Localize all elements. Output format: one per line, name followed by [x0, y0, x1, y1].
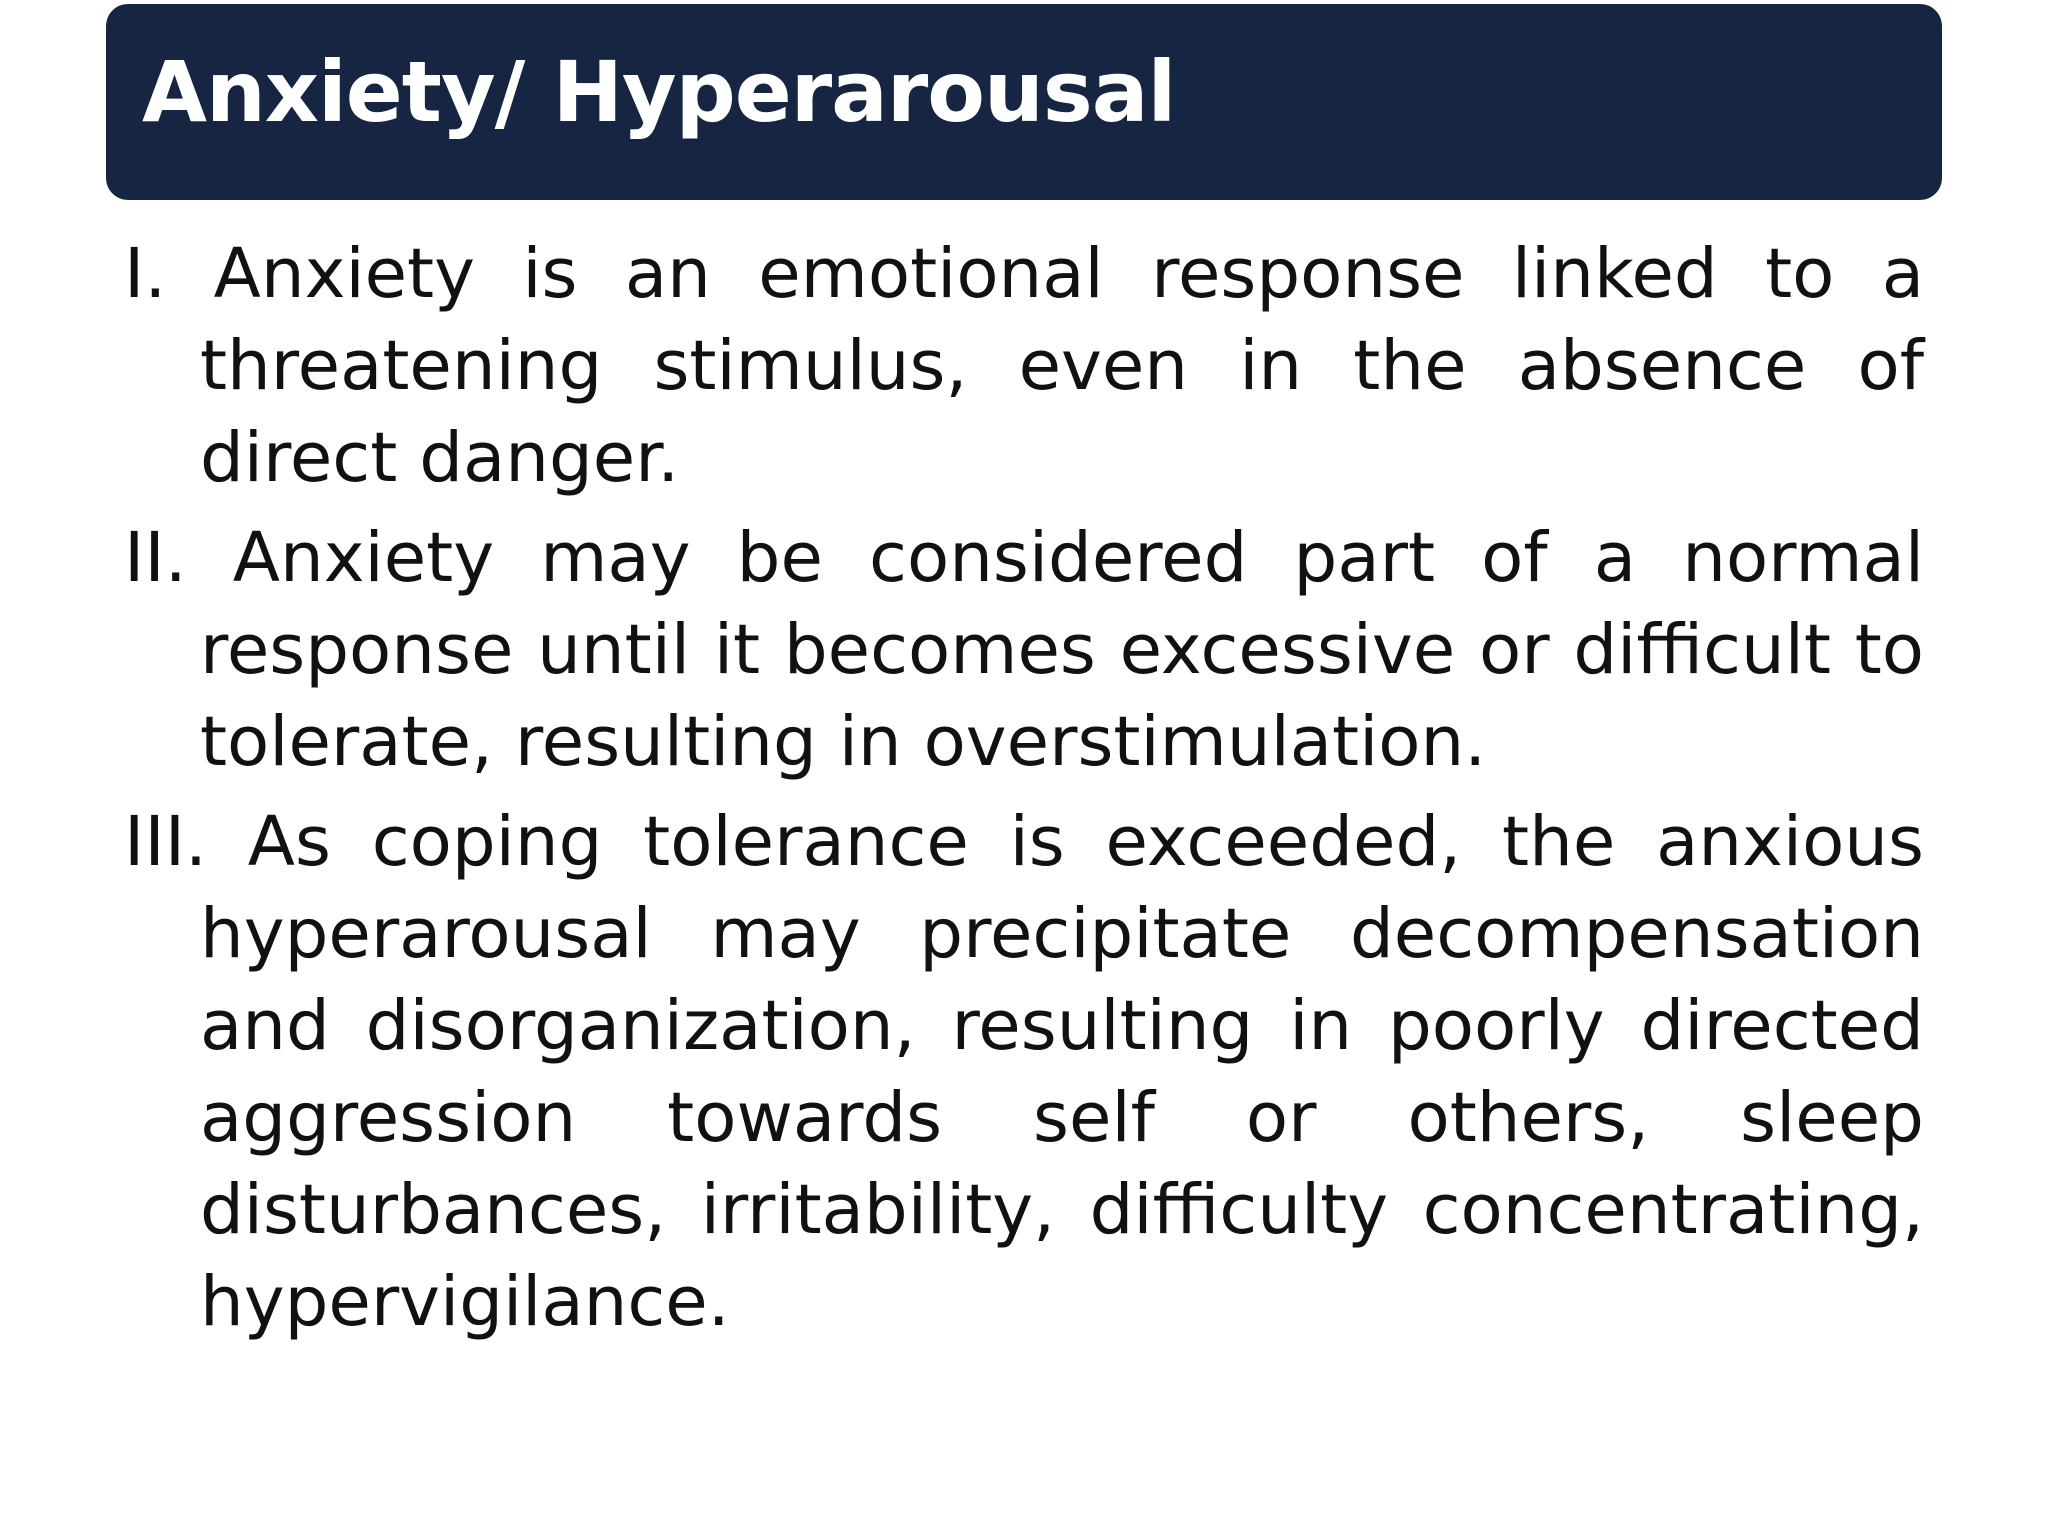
list-item-marker: II.	[124, 518, 233, 598]
list-item-marker: I.	[124, 234, 214, 314]
list-item	[124, 512, 1924, 788]
list-item-text: As coping tolerance is exceeded, the anxious hyperarousal may precipitate decompensation and disorganization, resulting in poorly directed aggression towards self or others, sleep disturbances, irritability, difficulty concentrating, hypervigilance.	[200, 802, 1924, 1342]
list-item-text: Anxiety may be considered part of a normal response until it becomes excessive or difficult to tolerate, resulting in overstimulation.	[200, 518, 1924, 782]
numbered-list	[124, 228, 1924, 1356]
list-item	[124, 796, 1924, 1348]
title-bar	[106, 4, 1942, 200]
slide-title: Anxiety/ Hyperarousal	[142, 43, 1176, 141]
list-item-text: Anxiety is an emotional response linked to a threatening stimulus, even in the absence of direct danger.	[200, 234, 1925, 498]
list-item	[124, 228, 1924, 504]
list-item-marker: III.	[124, 802, 248, 882]
